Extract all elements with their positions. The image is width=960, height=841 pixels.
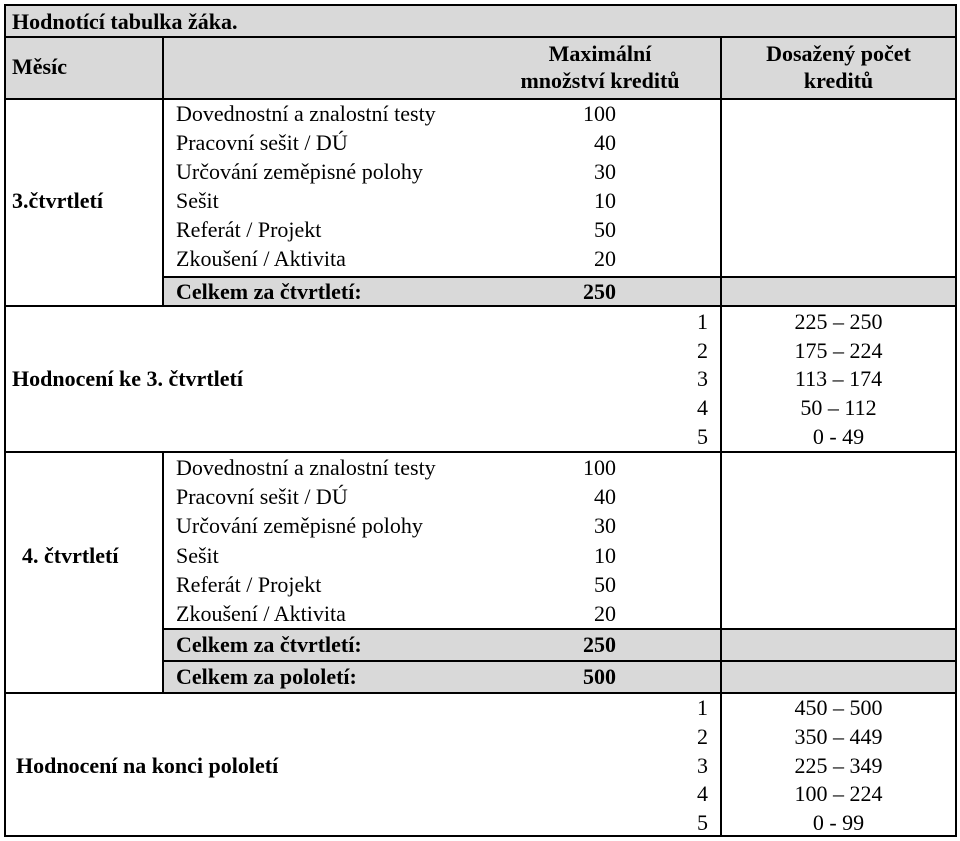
q3-achieved-cell [720, 98, 957, 278]
q4-total-value: 250 [583, 632, 616, 657]
header-achieved-line1: Dosažený počet [766, 41, 911, 66]
q3-eval-label: Hodnocení ke 3. čtvrtletí [12, 366, 243, 391]
q4-item-max: 50 [594, 572, 616, 597]
q4-item-name: Dovednostní a znalostní testy [176, 455, 436, 480]
q4-total-achieved-cell [720, 628, 957, 662]
q3-total-label: Celkem za čtvrtletí: [176, 279, 362, 304]
q4-item-name: Referát / Projekt [176, 572, 322, 597]
q4-item-name: Pracovní sešit / DÚ [176, 484, 348, 509]
header-month: Měsíc [12, 54, 67, 79]
q4-item-max: 10 [594, 543, 616, 568]
header-max-line2: množství kreditů [520, 68, 680, 93]
q3-item-name: Dovednostní a znalostní testy [176, 101, 436, 126]
q3-item-name: Pracovní sešit / DÚ [176, 130, 348, 155]
q3-total-value: 250 [583, 279, 616, 304]
final-eval-grade: 5 [697, 810, 708, 835]
q4-achieved-cell [720, 451, 957, 630]
q4-item-max: 100 [583, 455, 616, 480]
final-eval-range: 225 – 349 [794, 753, 883, 778]
final-eval-range: 450 – 500 [794, 695, 883, 720]
q4-item-name: Sešit [176, 543, 219, 568]
final-eval-range: 100 – 224 [794, 781, 883, 806]
q3-eval-range: 175 – 224 [794, 338, 883, 363]
half-total-label: Celkem za pololetí: [176, 664, 357, 689]
q4-label: 4. čtvrtletí [22, 543, 119, 568]
final-eval-range: 350 – 449 [794, 724, 883, 749]
q3-eval-grade: 1 [697, 309, 708, 334]
q3-item-name: Sešit [176, 188, 219, 213]
q3-item-max: 30 [594, 159, 616, 184]
q4-total-label: Celkem za čtvrtletí: [176, 632, 362, 657]
q4-item-name: Určování zeměpisné polohy [176, 513, 423, 538]
final-eval-grade: 4 [697, 781, 708, 806]
q3-eval-grade: 3 [697, 366, 708, 391]
q4-item-max: 40 [594, 484, 616, 509]
final-eval-grade: 1 [697, 695, 708, 720]
q3-eval-grade: 5 [697, 424, 708, 449]
q3-item-max: 40 [594, 130, 616, 155]
table-title: Hodnotící tabulka žáka. [12, 9, 238, 34]
q3-item-name: Určování zeměpisné polohy [176, 159, 423, 184]
half-total-value: 500 [583, 664, 616, 689]
q3-item-max: 10 [594, 188, 616, 213]
q4-month-cell [4, 451, 164, 694]
q3-item-name: Referát / Projekt [176, 217, 322, 242]
q3-item-name: Zkoušení / Aktivita [176, 246, 346, 271]
q4-item-max: 30 [594, 513, 616, 538]
q3-eval-grade: 4 [697, 395, 708, 420]
half-total-achieved-cell [720, 660, 957, 694]
q3-label: 3.čtvrtletí [12, 188, 103, 213]
final-eval-grade: 3 [697, 753, 708, 778]
header-max-line1: Maximální [548, 41, 652, 66]
final-eval-label: Hodnocení na konci pololetí [16, 753, 279, 778]
q3-eval-grade: 2 [697, 338, 708, 363]
q3-item-max: 50 [594, 217, 616, 242]
q3-eval-range: 113 – 174 [794, 366, 883, 391]
q3-eval-range: 0 - 49 [812, 424, 865, 449]
header-achieved-line2: kreditů [803, 68, 874, 93]
q3-item-max: 100 [583, 101, 616, 126]
final-eval-range: 0 - 99 [812, 810, 865, 835]
q3-eval-range: 225 – 250 [794, 309, 883, 334]
q4-item-name: Zkoušení / Aktivita [176, 601, 346, 626]
final-eval-grade: 2 [697, 724, 708, 749]
q3-eval-range: 50 – 112 [800, 395, 877, 420]
q3-total-achieved-cell [720, 276, 957, 307]
q3-item-max: 20 [594, 246, 616, 271]
q4-item-max: 20 [594, 601, 616, 626]
